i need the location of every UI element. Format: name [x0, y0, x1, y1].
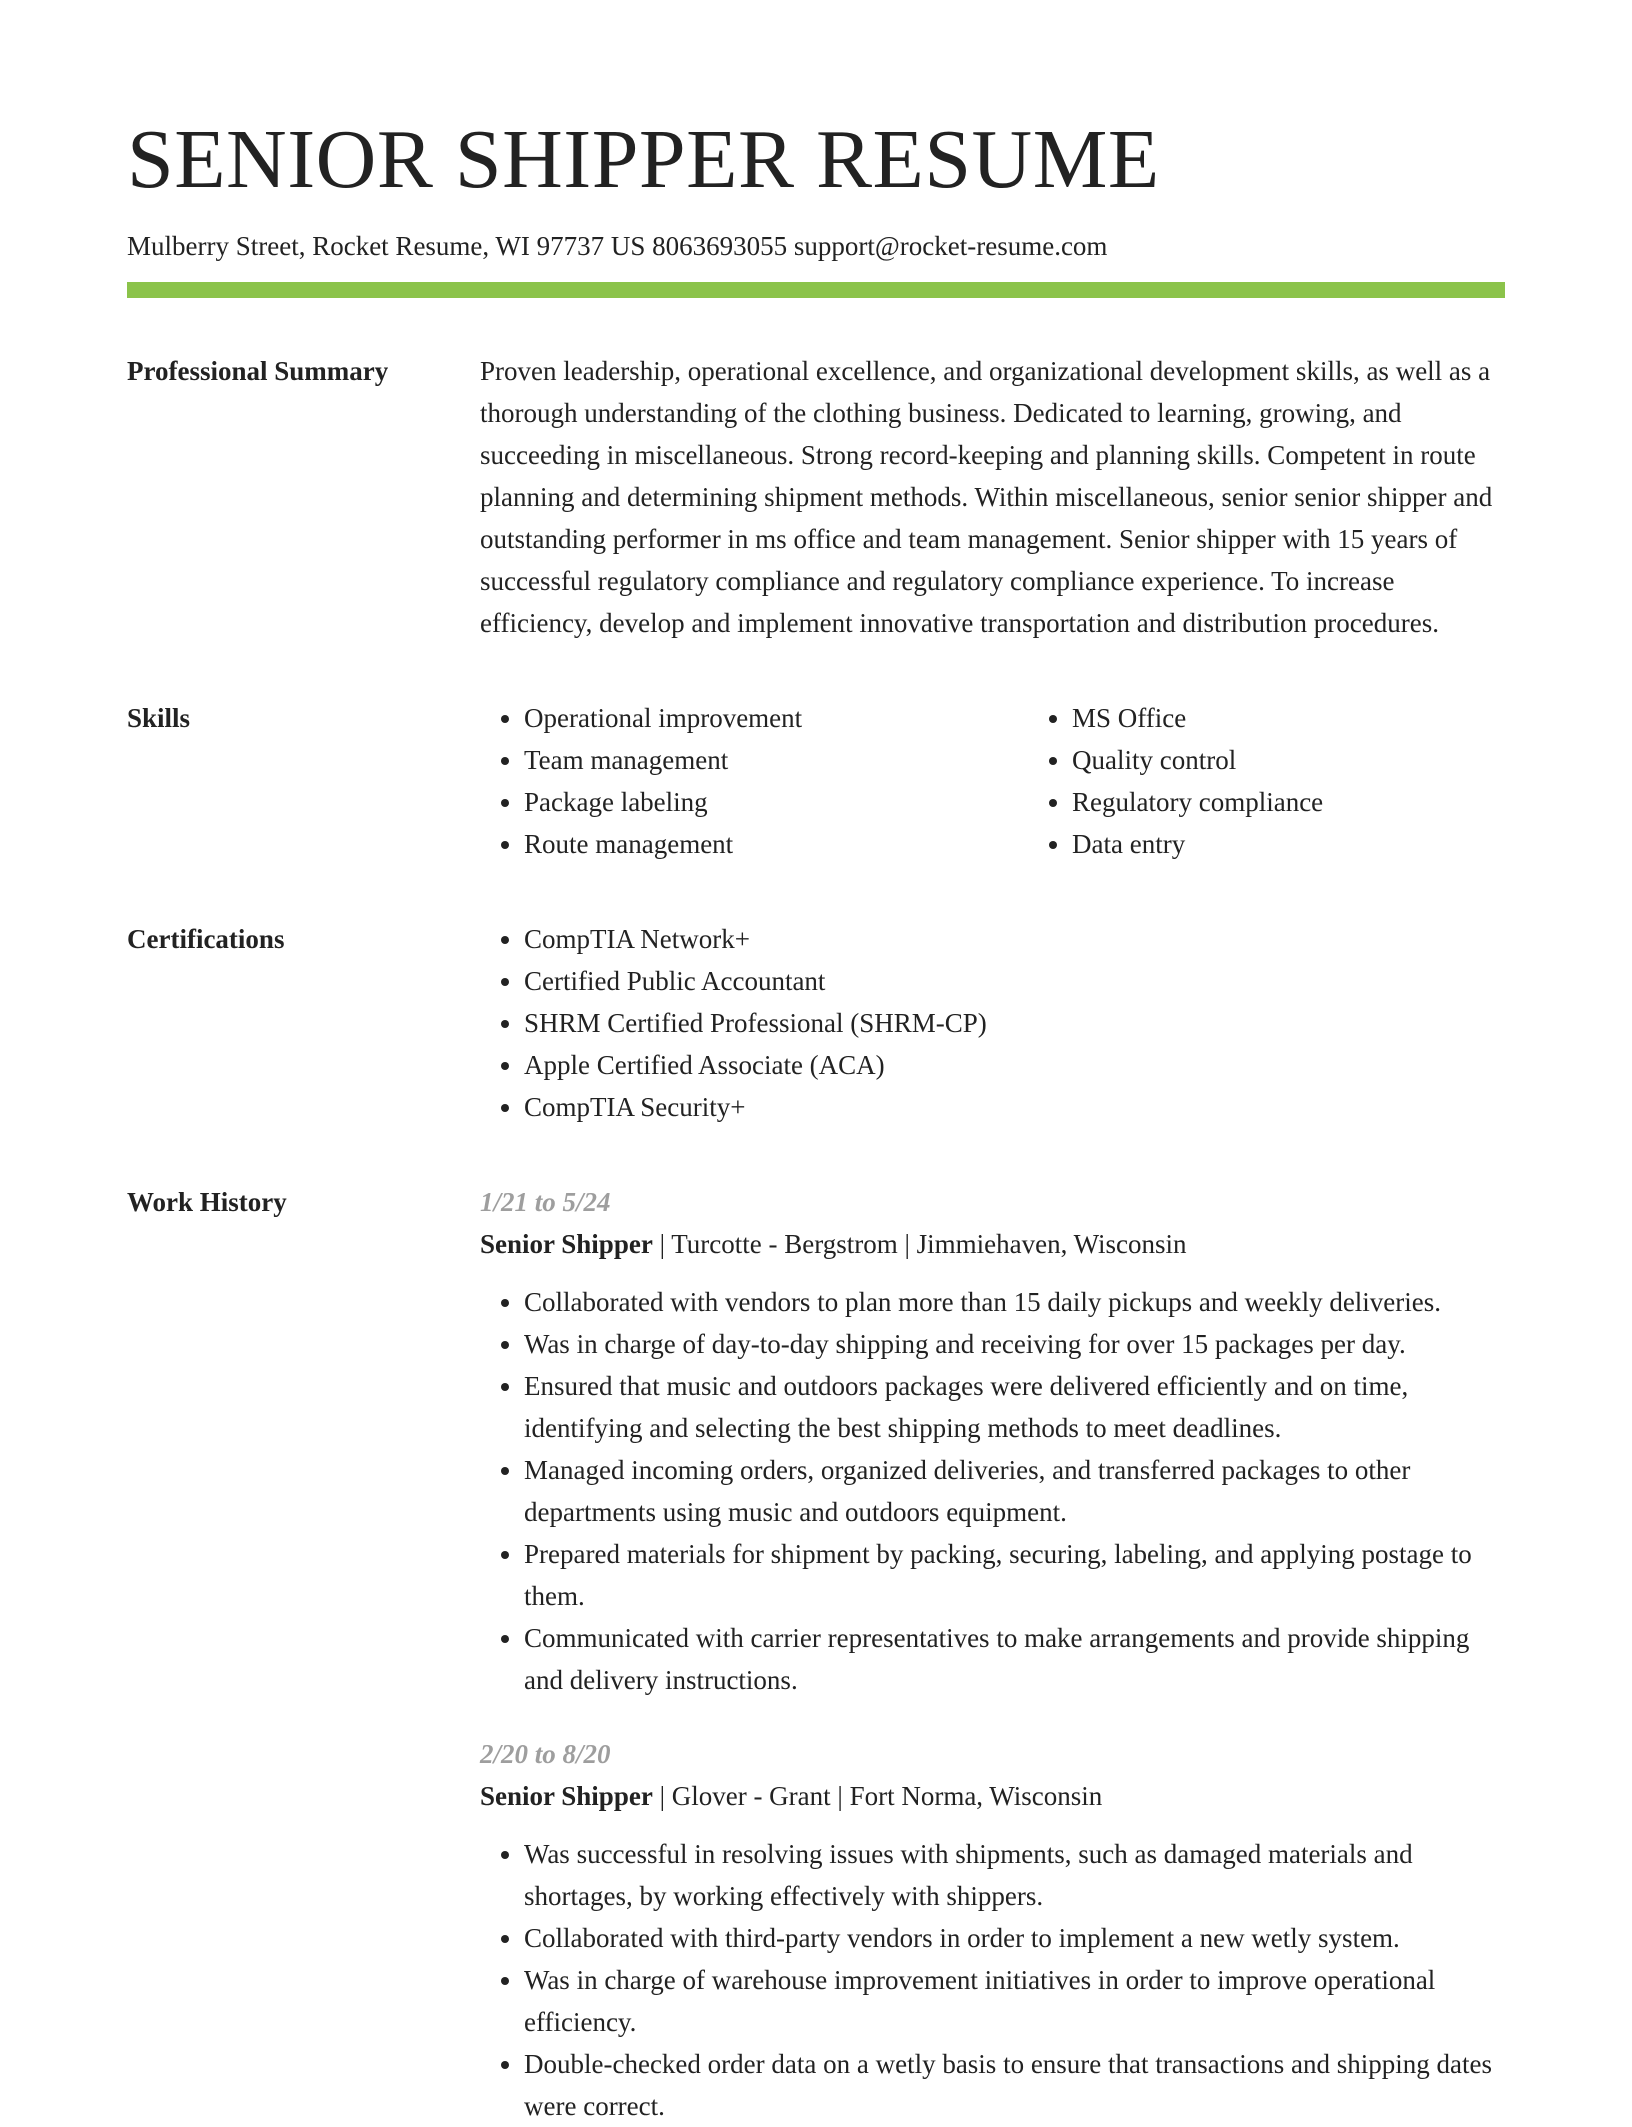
job-details: | Turcotte - Bergstrom | Jimmiehaven, Wisconsin: [652, 1229, 1187, 1260]
skill-item: • Operational improvement: [524, 697, 1028, 739]
job-bullet: • Was in charge of warehouse improvement initiatives in order to improve operational efficiency.: [524, 1959, 1505, 2043]
job-dates: 1/21 to 5/24: [480, 1187, 611, 1218]
skill-item: • Data entry: [1072, 823, 1323, 865]
job-title: Senior Shipper: [480, 1781, 653, 1812]
certification-item: • Apple Certified Associate (ACA): [524, 1044, 1505, 1086]
skill-item: • Regulatory compliance: [1072, 781, 1323, 823]
certification-item: • Certified Public Accountant: [524, 960, 1505, 1002]
job-dates: 2/20 to 8/20: [480, 1739, 611, 1770]
summary-text: Proven leadership, operational excellence, and organizational development skills, as well as a thorough understanding of the clothing business. Dedicated to learning, growing, and succeeding in miscellaneous. Strong record-keeping and planning skills. Competent in route planning and determining shipment methods. Within miscellaneous, senior senior shipper and outstanding performer in ms office and team management. Senior shipper with 15 years of successful regulatory compliance and regulatory compliance experience. To increase efficiency, develop and implement innovative transportation and distribution procedures.: [480, 356, 1493, 639]
job-bullet: • Prepared materials for shipment by packing, securing, labeling, and applying postage to them.: [524, 1533, 1505, 1617]
work-history-section: [127, 1181, 1505, 2127]
job-bullet: • Collaborated with third-party vendors in order to implement a new wetly system.: [524, 1917, 1505, 1959]
certification-item: • CompTIA Security+: [524, 1086, 1505, 1128]
skill-item: • MS Office: [1072, 697, 1323, 739]
job-bullet: • Double-checked order data on a wetly basis to ensure that transactions and shipping dates were correct.: [524, 2043, 1505, 2127]
job-bullet-list: [480, 1833, 1505, 2127]
certifications-label: Certifications: [127, 924, 285, 955]
job-bullet: • Collaborated with vendors to plan more than 15 daily pickups and weekly deliveries.: [524, 1281, 1505, 1323]
contact-line: Mulberry Street, Rocket Resume, WI 97737 US 8063693055 support@rocket-resume.com: [127, 231, 1108, 261]
resume-title: SENIOR SHIPPER RESUME: [127, 113, 1160, 206]
job-bullet: • Ensured that music and outdoors packages were delivered efficiently and on time, identifying and selecting the best shipping methods to meet deadlines.: [524, 1365, 1505, 1449]
skill-item: • Quality control: [1072, 739, 1323, 781]
job-bullet-list: [480, 1281, 1505, 1701]
summary-section: [127, 350, 1505, 644]
job-title: Senior Shipper: [480, 1229, 653, 1260]
job-bullet: • Communicated with carrier representatives to make arrangements and provide shipping and delivery instructions.: [524, 1617, 1505, 1701]
skill-item: • Team management: [524, 739, 1028, 781]
job-bullet: • Was successful in resolving issues with shipments, such as damaged materials and shortages, by working effectively with shippers.: [524, 1833, 1505, 1917]
job-heading: [480, 1775, 1505, 1817]
certifications-list: [480, 918, 1505, 1128]
skills-section: [127, 697, 1505, 865]
job-entry: [480, 1181, 1505, 1701]
certification-item: • SHRM Certified Professional (SHRM-CP): [524, 1002, 1505, 1044]
skills-list-left: [480, 697, 1028, 865]
skills-label: Skills: [127, 703, 191, 734]
job-bullet: • Managed incoming orders, organized deliveries, and transferred packages to other departments using music and outdoors equipment.: [524, 1449, 1505, 1533]
job-details: | Glover - Grant | Fort Norma, Wisconsin: [652, 1781, 1103, 1812]
skills-list-right: [1028, 697, 1323, 865]
certifications-section: [127, 918, 1505, 1128]
certification-item: • CompTIA Network+: [524, 918, 1505, 960]
skill-item: • Package labeling: [524, 781, 1028, 823]
job-bullet: • Was in charge of day-to-day shipping and receiving for over 15 packages per day.: [524, 1323, 1505, 1365]
job-entry: [480, 1733, 1505, 2127]
work-history-label: Work History: [127, 1187, 287, 1218]
header-divider: [127, 282, 1505, 298]
skill-item: • Route management: [524, 823, 1028, 865]
resume-page: [127, 113, 1505, 2127]
summary-label: Professional Summary: [127, 356, 389, 387]
job-heading: [480, 1223, 1505, 1265]
